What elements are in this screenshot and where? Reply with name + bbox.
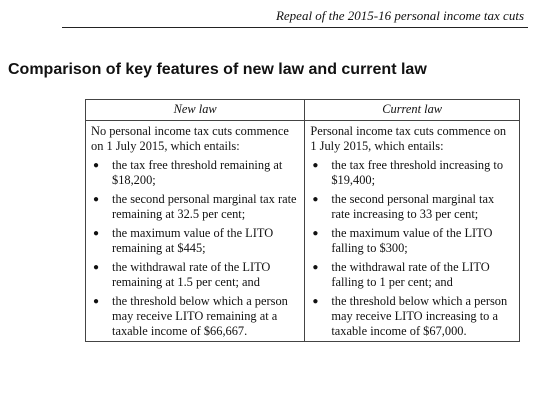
bullet-icon: ● [312, 194, 319, 205]
list-item [91, 260, 300, 290]
list-item-text: the threshold below which a person may receive LITO remaining at a taxable income of $66,667. [112, 294, 288, 338]
list-item [310, 192, 515, 222]
bullet-icon: ● [93, 194, 100, 205]
new-law-list [91, 158, 300, 339]
bullet-icon: ● [93, 296, 100, 307]
current-law-cell [305, 121, 520, 342]
list-item [310, 260, 515, 290]
list-item-text: the withdrawal rate of the LITO remaining at 1.5 per cent; and [112, 260, 271, 289]
running-header: Repeal of the 2015-16 personal income tax cuts [275, 8, 524, 23]
bullet-icon: ● [93, 160, 100, 171]
table-row [86, 121, 520, 342]
list-item [310, 226, 515, 256]
bullet-icon: ● [312, 160, 319, 171]
current-law-list [310, 158, 515, 339]
list-item-text: the withdrawal rate of the LITO falling to 1 per cent; and [331, 260, 490, 289]
list-item [91, 294, 300, 339]
list-item-text: the second personal marginal tax rate increasing to 33 per cent; [331, 192, 495, 221]
list-item-text: the second personal marginal tax rate remaining at 32.5 per cent; [112, 192, 297, 221]
current-law-intro: Personal income tax cuts commence on 1 July 2015, which entails: [310, 124, 507, 153]
list-item-text: the maximum value of the LITO falling to $300; [331, 226, 493, 255]
bullet-icon: ● [312, 228, 319, 239]
list-item-text: the tax free threshold remaining at $18,200; [112, 158, 283, 187]
list-item [310, 294, 515, 339]
bullet-icon: ● [312, 296, 319, 307]
list-item-text: the threshold below which a person may receive LITO increasing to a taxable income of $67,000. [331, 294, 508, 338]
new-law-intro: No personal income tax cuts commence on 1 July 2015, which entails: [91, 124, 289, 153]
column-header-new-law: New law [86, 100, 305, 121]
bullet-icon: ● [312, 262, 319, 273]
table-header-row [86, 100, 520, 121]
list-item [310, 158, 515, 188]
section-heading: Comparison of key features of new law and current law [8, 61, 427, 78]
list-item [91, 158, 300, 188]
new-law-cell [86, 121, 305, 342]
comparison-table [85, 99, 520, 342]
column-header-current-law: Current law [305, 100, 520, 121]
list-item [91, 226, 300, 256]
list-item-text: the maximum value of the LITO remaining at $445; [112, 226, 274, 255]
list-item-text: the tax free threshold increasing to $19,400; [331, 158, 504, 187]
header-rule [62, 27, 528, 28]
bullet-icon: ● [93, 262, 100, 273]
list-item [91, 192, 300, 222]
bullet-icon: ● [93, 228, 100, 239]
